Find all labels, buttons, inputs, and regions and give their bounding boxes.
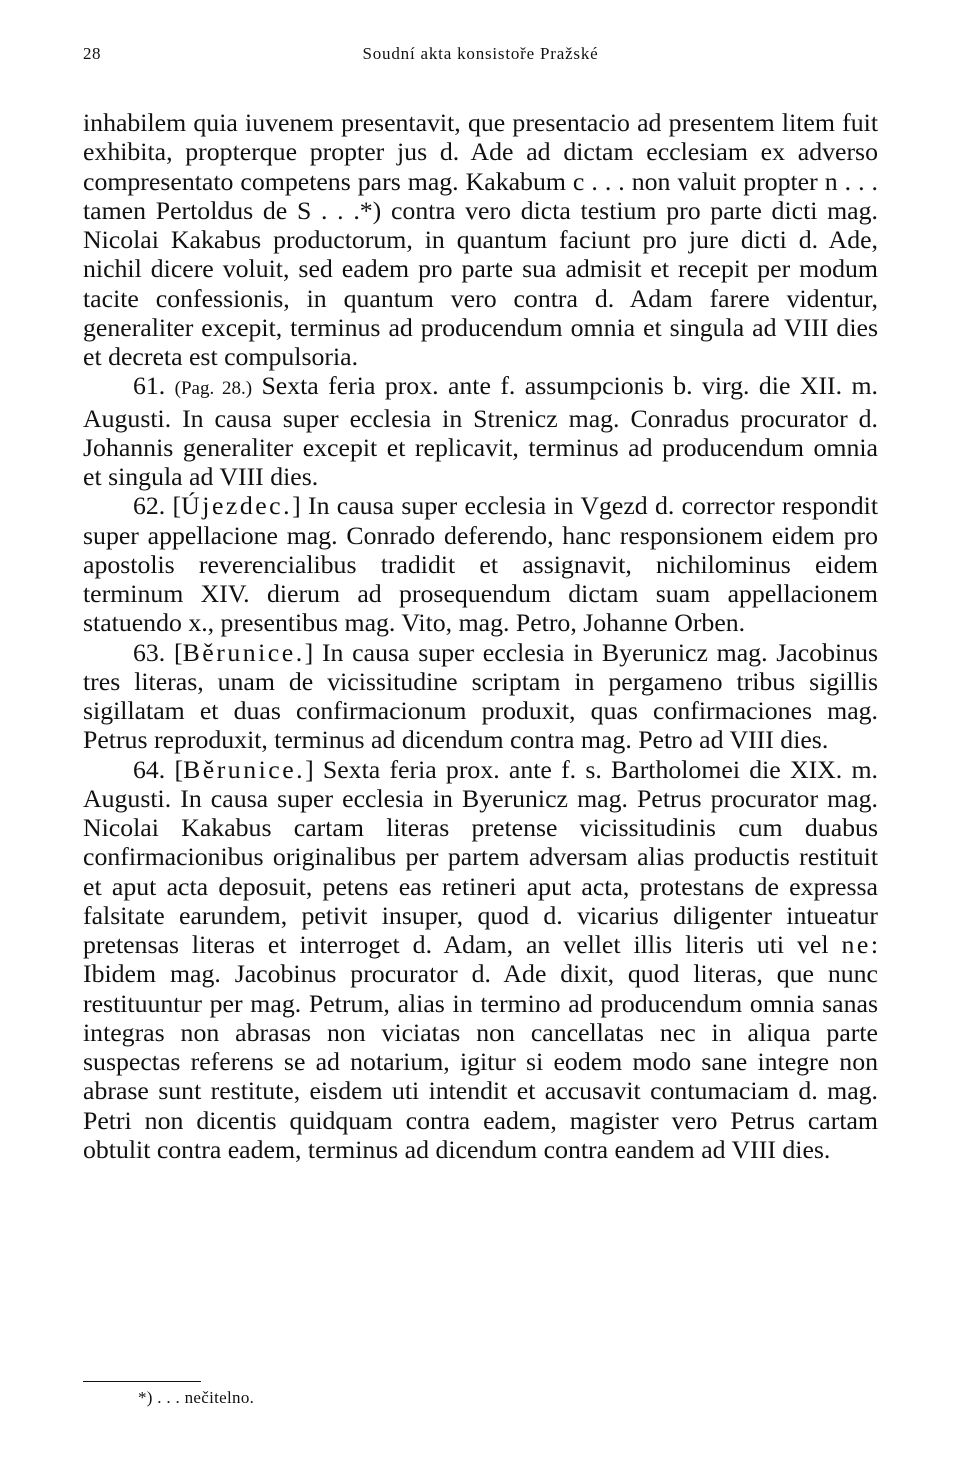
- paragraph-text: inhabilem quia iuvenem presentavit, que presentacio ad presentem litem fuit exhibita, propterque propter jus d. Ade ad dictam ecclesiam ex adverso compresentato competens pars mag. Kakabum c . . . non valuit propter n . . . tamen Pertoldus de S . . .*) contra vero dicta testium pro parte dicti mag. Nicolai Kakabus productorum, in quantum faciunt pro jure dicti d. Ade, nichil dicere voluit, sed eadem pro parte sua admisit et recepit per modum tacite confessionis, in quantum vero contra d. Adam farere videntur, generaliter excepit, terminus ad producendum omnia et singula ad VIII dies et decreta est compulsoria.: [83, 108, 878, 371]
- entry-62: [83, 491, 878, 637]
- entry-number: 63. [: [133, 637, 183, 667]
- paragraph-continuation: [83, 108, 878, 371]
- entry-text: ] In causa super ecclesia in Vgezd d. corrector respondit super appellacione mag. Conrado deferendo, hanc responsionem eidem pro apostolis reverencialibus tradidit et assignavit, nichilominus eidem terminum XIV. dierum ad prosequendum dictam suam appellacionem statuendo x., presentibus mag. Vito, mag. Petro, Johanne Orben.: [83, 491, 878, 638]
- entry-text: ] Sexta feria prox. ante f. s. Bartholomei die XIX. m. Augusti. In causa super ecclesia in Byerunicz mag. Petrus procurator mag. Nicolai Kakabus cartam literas pretense vicissitudinis cum duabus confirmacionibus originalibus per partem adversam alias productis restituit et aput acta deposuit, petens eas retineri aput acta, protestans de expressa falsitate earundem, petivit insuper, quod d. vicarius diligenter intueatur pretensas literas et interroget d. Adam, an vellet illis literis uti vel: [83, 754, 878, 959]
- spaced-word: ne: [841, 930, 871, 959]
- entry-text-continued: : Ibidem mag. Jacobinus procurator d. Ade dixit, quod literas, que nunc restituuntur per mag. Petrum, alias in termino ad producendum omnia sanas integras non abrasas non viciatas non cancellatas nec in aliqua parte suspectas referens se ad notarium, igitur si eodem modo sane integre non abrase sunt restitute, eisdem uti intendit et accusavit contumaciam d. mag. Petri non dicentis quidquam contra eadem, magister vero Petrus cartam obtulit contra eadem, terminus ad dicendum contra eandem ad VIII dies.: [83, 930, 878, 1164]
- entry-number: 64. [: [133, 754, 184, 784]
- place-name: Běrunice.: [183, 754, 306, 784]
- entry-number: 61.: [133, 371, 175, 401]
- entry-63: [83, 638, 878, 755]
- entry-64: [83, 755, 878, 1165]
- place-name: Újezdec.: [181, 491, 293, 521]
- body-text: [83, 108, 878, 1164]
- entry-61: [83, 371, 878, 491]
- running-title: Soudní akta konsistoře Pražské: [362, 44, 599, 63]
- page-number: 28: [83, 44, 101, 63]
- entry-text: Sexta feria prox. ante f. assumpcionis b. virg. die XII. m. Augusti. In causa super ecclesia in Strenicz mag. Conradus procurator d. Johannis generaliter excepit et replicavit, terminus ad producendum omnia et singula ad VIII dies.: [83, 371, 878, 491]
- entry-text: ] In causa super ecclesia in Byerunicz mag. Jacobinus tres literas, unam de vicissitudine scriptam in pergameno tribus sigillis sigillatam et duas confirmacionum produxit, quas confirmaciones mag. Petrus reproduxit, terminus ad dicendum contra mag. Petro ad VIII dies.: [83, 637, 878, 755]
- place-name: Běrunice.: [182, 637, 305, 667]
- footnote-rule: [83, 1381, 201, 1382]
- page-header: [83, 44, 878, 72]
- page-reference: (Pag. 28.): [174, 378, 253, 400]
- footnote: *) . . . nečitelno.: [138, 1388, 255, 1407]
- entry-number: 62. [: [133, 491, 182, 521]
